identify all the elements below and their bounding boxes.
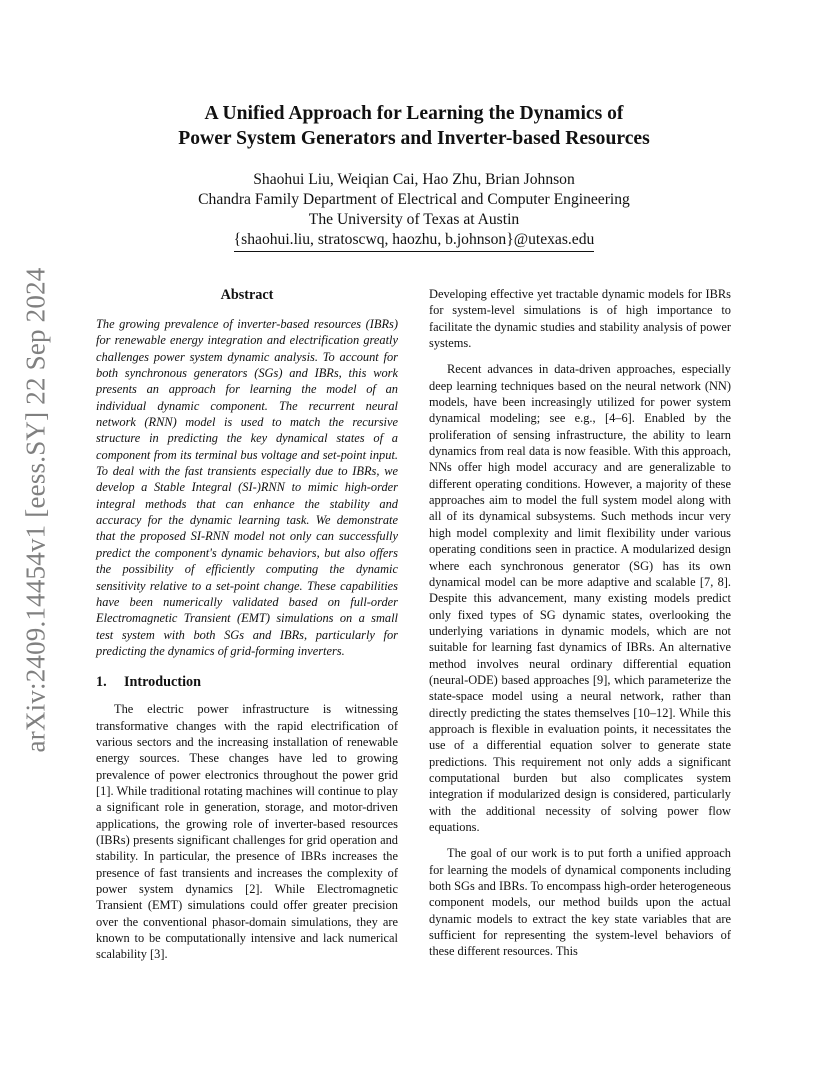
- arxiv-identifier-stamp: [0, 267, 72, 753]
- author-university: The University of Texas at Austin: [308, 211, 520, 228]
- section-heading-introduction: [96, 673, 398, 691]
- body-paragraph-2: Recent advances in data-driven approaches, especially deep learning techniques based on the neural network (NN) models, have been increasingly utilized for power system dynamical modeling; see e.g., [4–6]. Enabled by the proliferation of sensing infrastructure, the ability to learn dynamics from real data is now feasible. With this approach, NNs offer high model accuracy and are generalizable to different operating conditions. However, a majority of these approaches aim to model the full system model along with all of its dynamical subsystems. Such methods incur very high model complexity and limit flexibility under various operating conditions seen in practice. A modularized design where each synchronous generator (SG) has its own dynamical model can be more adaptive and scalable [7, 8]. Despite this advancement, many existing models predict only fixed types of SG dynamic states, overlooking the underlying variations in dynamic models, which are not suitable for learning fast dynamics of IBRs. An alternative method involves neural ordinary differential equation (neural-ODE) based approaches [9], which parameterize the state-space model using a neural network, rather than directly predicting the states themselves [10–12]. While this approach is flexible in evaluation points, it necessitates the use of a differential equation solver to generate state predictions. This requirement not only adds a significant computational burden but also complicates system integration if modularized design is considered, particularly with the additional necessity of solving power flow equations.: [429, 362, 731, 834]
- right-column: [429, 286, 731, 960]
- abstract-text: The growing prevalence of inverter-based resources (IBRs) for renewable energy integration and electrification greatly challenges power system dynamic analysis. To account for both synchronous generators (SGs) and IBRs, this work presents an approach for learning the model of an individual dynamic component. The recurrent neural network (RNN) model is used to match the recursive structure in predicting the key dynamical states of a component from its terminal bus voltage and set-point input. To deal with the fast transients especially due to IBRs, we develop a Stable Integral (SI-)RNN to mimic high-order integral methods that can enhance the stability and accuracy for the dynamic learning task. We demonstrate that the proposed SI-RNN model not only can successfully predict the component's dynamic behaviors, but also offers the possibility of efficiently computing the dynamic sensitivity relative to a set-point change. These capabilities have been numerically validated based on full-order Electromagnetic Transient (EMT) simulations on a small test system with both SGs and IBRs, particularly for predicting the dynamics of grid-forming inverters.: [96, 317, 398, 658]
- title-line-1: A Unified Approach for Learning the Dynamics of: [204, 103, 624, 124]
- author-department: Chandra Family Department of Electrical and Computer Engineering: [198, 191, 630, 208]
- author-block: [0, 170, 828, 252]
- author-names: Shaohui Liu, Weiqian Cai, Hao Zhu, Brian Johnson: [253, 171, 575, 188]
- paper-title: [0, 101, 828, 151]
- intro-paragraph-1: The electric power infrastructure is witnessing transformative changes with the rapid electrification of various sectors and the increasing installation of renewable energy sources. These changes have led to growing prevalence of power electronics throughout the power grid [1]. While traditional rotating machines will continue to play a significant role in generation, storage, and motor-driven applications, the growing role of inverter-based resources (IBRs) presents significant challenges for grid operation and stability. In particular, the presence of IBRs increases the presence of fast transients and increases the complexity of power system dynamics [2]. While Electromagnetic Transient (EMT) simulations could offer greater precision over the conventional phasor-domain simulations, they are known to be computationally intensive and lack numerical scalability [3].: [96, 702, 398, 962]
- author-emails[interactable]: {shaohui.liu, stratoscwq, haozhu, b.johnson}@utexas.edu: [234, 230, 595, 252]
- arxiv-id: arXiv:2409.14454v1 [eess.SY] 22 Sep 2024: [20, 267, 51, 753]
- section-title: Introduction: [124, 674, 201, 691]
- section-number: 1.: [96, 674, 107, 691]
- title-line-2: Power System Generators and Inverter-based Resources: [178, 128, 650, 149]
- abstract-heading: Abstract: [220, 287, 274, 303]
- left-column: [96, 286, 398, 963]
- body-paragraph-1: Developing effective yet tractable dynamic models for IBRs for system-level simulations is of high importance to facilitate the dynamic studies and stability analysis of power systems.: [429, 287, 731, 351]
- body-paragraph-3: The goal of our work is to put forth a unified approach for learning the models of dynamical components including both SGs and IBRs. To encompass high-order heterogeneous component models, our method builds upon the actual dynamic models to extract the key state variables that are sufficient for representing the system-level behaviors of these different resources. This: [429, 846, 731, 959]
